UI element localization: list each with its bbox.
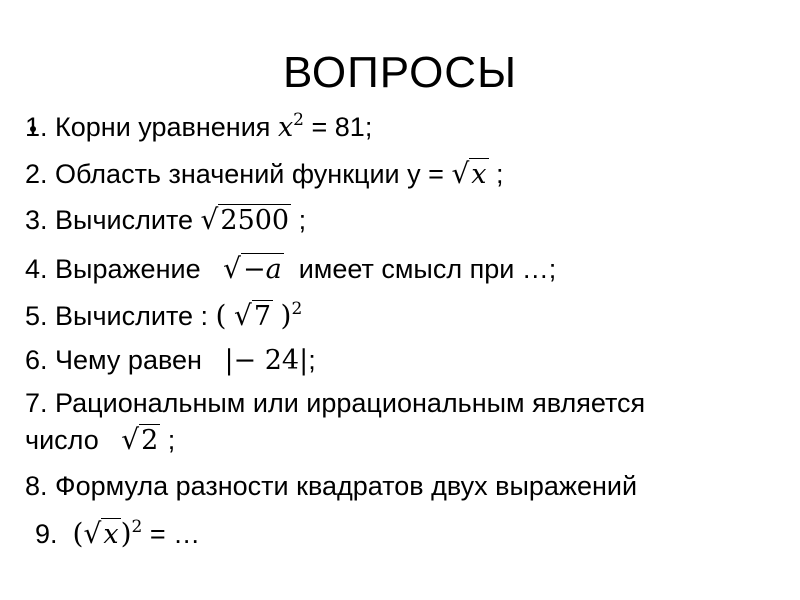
radicand: x: [471, 159, 487, 190]
radicand: 2500: [220, 205, 290, 236]
question-number: 8.: [25, 471, 48, 501]
question-number: 6.: [25, 345, 48, 375]
question-2: [25, 157, 504, 192]
radical-sign-icon: √: [200, 203, 219, 236]
slide-title: ВОПРОСЫ: [282, 48, 518, 97]
radicand: x: [103, 519, 119, 550]
question-text: Рациональным или иррациональным является: [55, 388, 646, 418]
radicand: 2: [141, 425, 159, 456]
question-rest: ;: [298, 205, 307, 235]
question-3: [25, 203, 306, 238]
question-rest: ;: [308, 345, 316, 375]
radical-sign-icon: √: [234, 299, 252, 332]
radical-sign-icon: √: [451, 157, 470, 190]
absolute-value: |− 24|: [224, 345, 309, 376]
radicand: 7: [253, 301, 272, 332]
question-text: число: [25, 425, 99, 455]
question-text: Область значений функции y =: [55, 159, 444, 189]
question-9: [35, 517, 200, 552]
close-paren: ): [120, 517, 132, 550]
question-rest: ;: [496, 159, 504, 189]
question-7-continuation: [25, 423, 175, 458]
question-text: Чему равен: [55, 345, 202, 375]
radical-sign-icon: √: [121, 423, 140, 456]
math-exponent: 2: [291, 299, 303, 319]
question-number: 7.: [25, 388, 48, 418]
question-rest: имеет смысл при …;: [298, 254, 557, 284]
math-exponent: 2: [131, 517, 143, 537]
question-1: [25, 110, 372, 145]
radical-sign-icon: √: [223, 252, 241, 285]
question-text: Корни уравнения: [55, 112, 271, 142]
radical-sign-icon: √: [83, 517, 102, 550]
question-6: [25, 343, 316, 378]
question-7: [25, 386, 645, 420]
question-rest: = …: [149, 519, 201, 549]
question-text: Формула разности квадратов двух выражений: [55, 471, 638, 501]
question-number: 5.: [25, 301, 48, 331]
question-number: 1.: [25, 112, 48, 142]
question-5: [25, 299, 302, 334]
math-exponent: 2: [293, 110, 304, 130]
close-paren: ): [280, 299, 292, 332]
open-paren: (: [72, 517, 84, 550]
question-rest: = 81;: [311, 112, 373, 142]
question-number: 9.: [35, 519, 58, 549]
question-8: [25, 469, 637, 503]
question-number: 2.: [25, 159, 48, 189]
question-number: 4.: [25, 254, 48, 284]
math-variable: x: [277, 112, 294, 143]
radicand: −a: [242, 254, 282, 285]
question-text: Вычислите: [55, 205, 194, 235]
question-text: Вычислите :: [55, 301, 209, 331]
open-paren: (: [215, 299, 227, 332]
question-text: Выражение: [55, 254, 201, 284]
question-number: 3.: [25, 205, 48, 235]
question-rest: ;: [167, 425, 176, 455]
question-4: [25, 252, 556, 287]
